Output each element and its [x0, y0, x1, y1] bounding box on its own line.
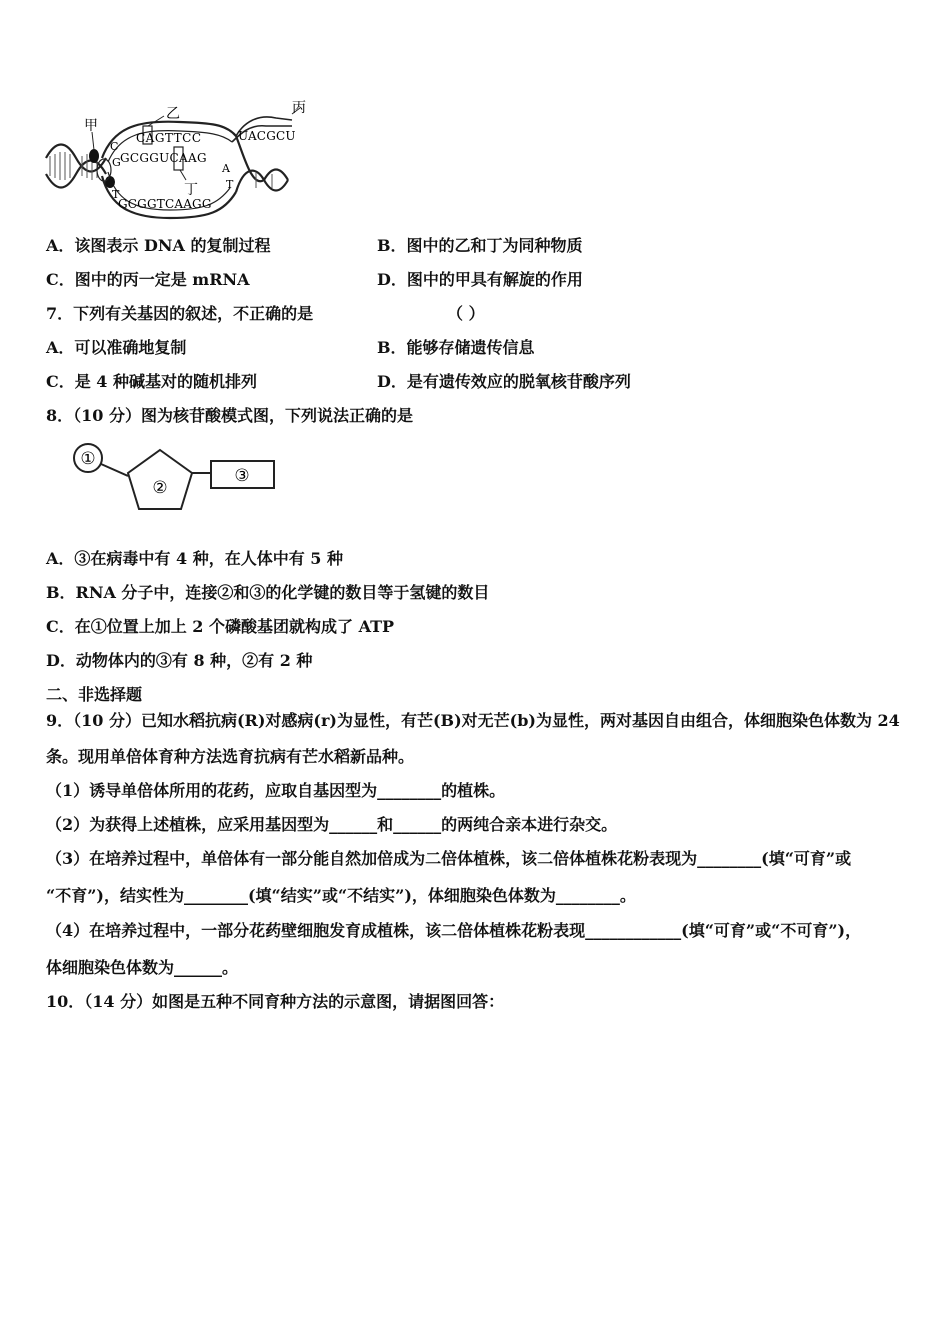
q7-option-d: D．是有遗传效应的脱氧核苷酸序列 — [377, 372, 631, 391]
q8-option-a: A．③在病毒中有 4 种，在人体中有 5 种 — [46, 549, 343, 568]
q9-stem-line1: 9．（10 分）已知水稻抗病(R)对感病(r)为显性，有芒(B)对无芒(b)为显性，两对基因自由组合，体细胞染色体数为 24 — [46, 711, 900, 730]
q9-part4-line2: 体细胞染色体数为______。 — [46, 958, 239, 977]
label-phosphate: ① — [80, 449, 96, 469]
q9-stem-line2: 条。现用单倍体育种方法选育抗病有芒水稻新品种。 — [46, 747, 415, 766]
label-yi: 乙 — [166, 106, 180, 122]
q7-option-a: A．可以准确地复制 — [46, 338, 187, 357]
right-letter-2: T — [226, 178, 234, 191]
q8-option-b: B．RNA 分子中，连接②和③的化学键的数目等于氢键的数目 — [46, 583, 490, 602]
q6-option-a: A．该图表示 DNA 的复制过程 — [46, 236, 271, 255]
top-strand-bases: CAGTTCC — [136, 131, 202, 145]
enzyme-jia — [89, 149, 99, 163]
nucleotide-diagram — [70, 440, 282, 515]
q9-part1: （1）诱导单倍体所用的花药，应取自基因型为________的植株。 — [46, 781, 506, 800]
q10-stem: 10．（14 分）如图是五种不同育种方法的示意图，请据图回答： — [46, 992, 505, 1011]
bottom-strand-bases: GCGGTCAAGG — [118, 197, 212, 211]
template-bases: GCGGUCAAG — [120, 151, 207, 165]
label-base: ③ — [234, 466, 250, 486]
q9-part2: （2）为获得上述植株，应采用基因型为______和______的两纯合亲本进行杂交。 — [46, 815, 618, 834]
q9-part3-line2: “不育”)，结实性为________(填“结实”或“不结实”)，体细胞染色体数为________。 — [46, 886, 636, 905]
dna-diagram — [40, 96, 320, 226]
q6-option-b: B．图中的乙和丁为同种物质 — [377, 236, 583, 255]
q6-option-d: D．图中的甲具有解旋的作用 — [377, 270, 583, 289]
q6-option-c: C．图中的丙一定是 mRNA — [46, 270, 250, 289]
q7-option-c: C．是 4 种碱基对的随机排列 — [46, 372, 258, 391]
right-letter-1: A — [222, 162, 230, 175]
q8-option-d: D．动物体内的③有 8 种，②有 2 种 — [46, 651, 313, 670]
q9-part4-line1: （4）在培养过程中，一部分花药壁细胞发育成植株，该二倍体植株花粉表现____________(填“可育”或“不可育”)， — [46, 921, 862, 940]
q7-stem: 7．下列有关基因的叙述，不正确的是 — [46, 304, 314, 323]
q7-option-b: B．能够存储遗传信息 — [377, 338, 535, 357]
q8-option-c: C．在①位置上加上 2 个磷酸基团就构成了 ATP — [46, 617, 395, 636]
left-letter-3: T — [112, 188, 120, 201]
label-ding: 丁 — [184, 182, 198, 198]
section-heading: 二、非选择题 — [46, 685, 143, 704]
left-letter-1: C — [110, 140, 119, 153]
label-bing: 丙 — [292, 100, 306, 116]
q7-answer-paren: （ ） — [447, 304, 485, 323]
label-sugar: ② — [152, 478, 168, 498]
label-jia: 甲 — [84, 118, 98, 134]
q8-stem: 8．（10 分）图为核苷酸模式图，下列说法正确的是 — [46, 406, 413, 425]
enzyme-jia-lower — [105, 176, 115, 188]
left-letter-2: G — [112, 156, 121, 169]
q9-part3-line1: （3）在培养过程中，单倍体有一部分能自然加倍成为二倍体植株，该二倍体植株花粉表现为________(填“可育”或 — [46, 849, 852, 868]
bing-strand-bases: UACGCU — [238, 129, 296, 143]
